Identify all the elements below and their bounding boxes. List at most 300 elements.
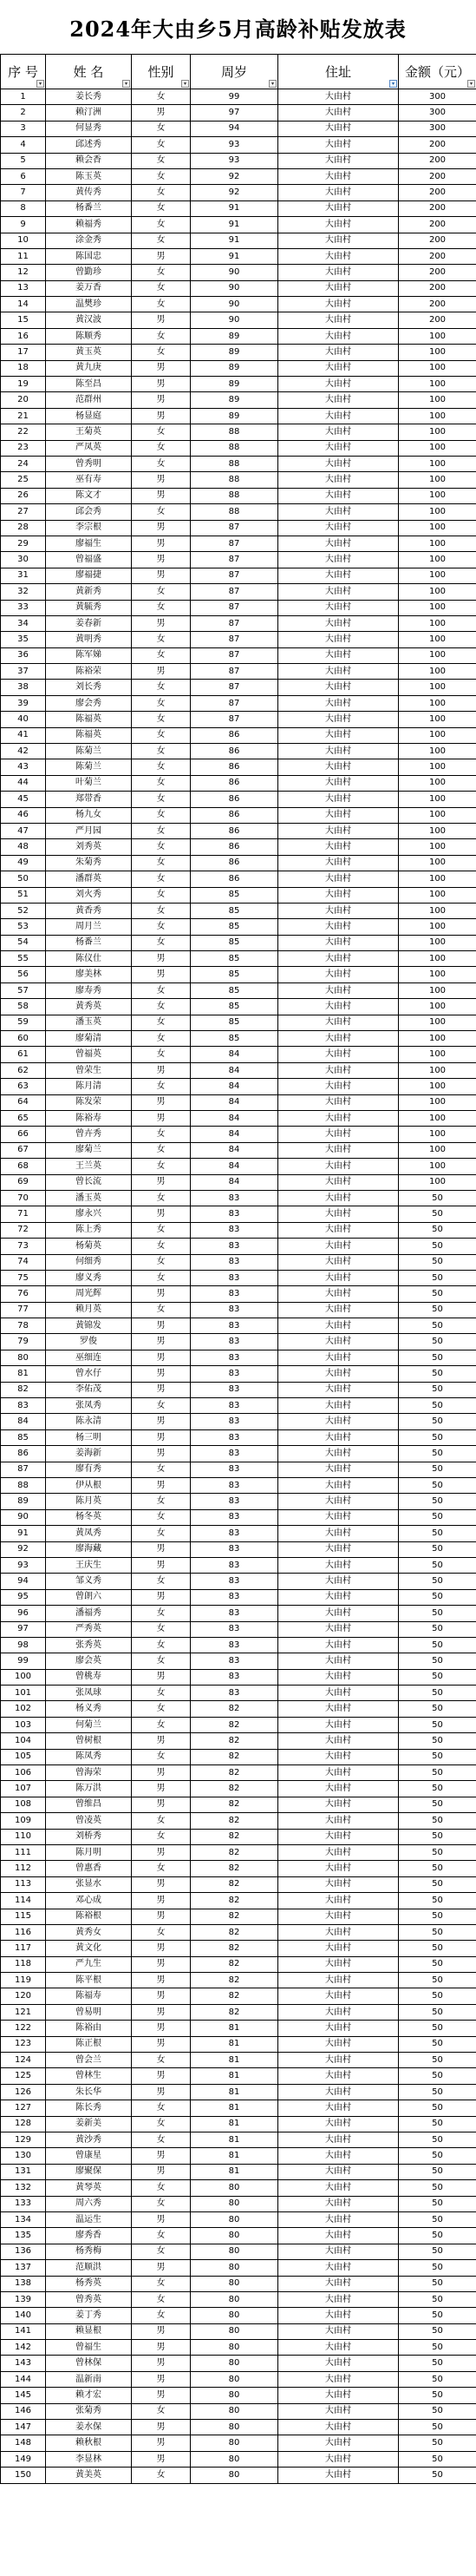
cell-name: 周六秀 xyxy=(46,2196,132,2211)
cell-age: 83 xyxy=(191,1446,278,1462)
filter-active-icon[interactable]: ▾ xyxy=(389,80,397,88)
table-row xyxy=(1,2371,476,2387)
cell-address: 大由村 xyxy=(278,1541,399,1557)
table-row xyxy=(1,1334,476,1350)
cell-name: 廖义秀 xyxy=(46,1270,132,1285)
cell-number: 72 xyxy=(1,1222,46,1238)
cell-gender: 男 xyxy=(132,1733,191,1749)
cell-amount: 100 xyxy=(399,1047,476,1062)
cell-gender: 女 xyxy=(132,504,191,520)
cell-amount: 100 xyxy=(399,982,476,998)
filter-dropdown-icon[interactable]: ▾ xyxy=(36,80,44,88)
cell-address: 大由村 xyxy=(278,2323,399,2339)
cell-address: 大由村 xyxy=(278,1557,399,1573)
cell-gender: 男 xyxy=(132,2388,191,2403)
cell-gender: 男 xyxy=(132,1541,191,1557)
cell-number: 116 xyxy=(1,1924,46,1940)
table-row xyxy=(1,1350,476,1365)
cell-amount: 300 xyxy=(399,105,476,121)
cell-age: 84 xyxy=(191,1142,278,1158)
cell-name: 廖菊清 xyxy=(46,1031,132,1047)
cell-name: 李佑茂 xyxy=(46,1382,132,1397)
table-row xyxy=(1,2451,476,2467)
cell-number: 119 xyxy=(1,1973,46,1988)
cell-number: 132 xyxy=(1,2180,46,2196)
table-row xyxy=(1,1494,476,1509)
cell-number: 118 xyxy=(1,1956,46,1972)
cell-name: 曾会兰 xyxy=(46,2053,132,2068)
cell-age: 85 xyxy=(191,903,278,918)
cell-number: 10 xyxy=(1,233,46,248)
cell-gender: 女 xyxy=(132,2116,191,2132)
cell-amount: 50 xyxy=(399,1366,476,1382)
cell-address: 大由村 xyxy=(278,2276,399,2291)
cell-address: 大由村 xyxy=(278,1318,399,1334)
cell-address: 大由村 xyxy=(278,1302,399,1318)
table-row xyxy=(1,2260,476,2276)
cell-age: 80 xyxy=(191,2211,278,2227)
cell-amount: 100 xyxy=(399,807,476,823)
table-row xyxy=(1,1222,476,1238)
cell-gender: 男 xyxy=(132,552,191,568)
cell-name: 巫细连 xyxy=(46,1350,132,1365)
table-row xyxy=(1,647,476,663)
cell-number: 81 xyxy=(1,1366,46,1382)
table-row xyxy=(1,265,476,280)
cell-age: 80 xyxy=(191,2323,278,2339)
cell-gender: 女 xyxy=(132,328,191,344)
cell-number: 101 xyxy=(1,1686,46,1701)
cell-name: 姜万香 xyxy=(46,280,132,296)
cell-number: 1 xyxy=(1,89,46,105)
cell-gender: 女 xyxy=(132,871,191,887)
cell-amount: 100 xyxy=(399,377,476,392)
cell-amount: 100 xyxy=(399,424,476,440)
table-row xyxy=(1,695,476,711)
filter-dropdown-icon[interactable]: ▾ xyxy=(122,80,130,88)
cell-number: 16 xyxy=(1,328,46,344)
cell-age: 83 xyxy=(191,1190,278,1206)
filter-dropdown-icon[interactable]: ▾ xyxy=(269,80,277,88)
cell-age: 83 xyxy=(191,1509,278,1525)
cell-name: 杨秀梅 xyxy=(46,2244,132,2259)
cell-age: 83 xyxy=(191,1477,278,1493)
cell-amount: 50 xyxy=(399,2308,476,2323)
cell-age: 85 xyxy=(191,1015,278,1030)
cell-number: 38 xyxy=(1,680,46,695)
cell-number: 145 xyxy=(1,2388,46,2403)
cell-gender: 男 xyxy=(132,2164,191,2179)
cell-name: 伊从根 xyxy=(46,1477,132,1493)
cell-age: 88 xyxy=(191,440,278,456)
table-row xyxy=(1,233,476,248)
cell-age: 85 xyxy=(191,951,278,967)
cell-address: 大由村 xyxy=(278,1015,399,1030)
cell-age: 93 xyxy=(191,137,278,153)
cell-address: 大由村 xyxy=(278,632,399,647)
cell-name: 曾卉秀 xyxy=(46,1127,132,1142)
cell-name: 王菊英 xyxy=(46,424,132,440)
cell-age: 82 xyxy=(191,1941,278,1956)
table-row xyxy=(1,2116,476,2132)
table-row xyxy=(1,1797,476,1812)
cell-number: 63 xyxy=(1,1079,46,1094)
cell-address: 大由村 xyxy=(278,504,399,520)
table-row xyxy=(1,903,476,918)
table-row xyxy=(1,2228,476,2244)
cell-address: 大由村 xyxy=(278,200,399,216)
table-row xyxy=(1,999,476,1015)
cell-number: 90 xyxy=(1,1509,46,1525)
cell-amount: 100 xyxy=(399,712,476,727)
cell-name: 赖汀洲 xyxy=(46,105,132,121)
cell-number: 147 xyxy=(1,2420,46,2435)
cell-address: 大由村 xyxy=(278,1270,399,1285)
cell-address: 大由村 xyxy=(278,328,399,344)
cell-amount: 50 xyxy=(399,2084,476,2100)
cell-amount: 100 xyxy=(399,408,476,424)
cell-amount: 50 xyxy=(399,2100,476,2116)
cell-amount: 100 xyxy=(399,360,476,376)
table-row xyxy=(1,1733,476,1749)
cell-number: 125 xyxy=(1,2068,46,2084)
cell-age: 80 xyxy=(191,2468,278,2483)
cell-name: 曾福盛 xyxy=(46,552,132,568)
cell-address: 大由村 xyxy=(278,345,399,360)
cell-address: 大由村 xyxy=(278,1190,399,1206)
cell-number: 150 xyxy=(1,2468,46,2483)
table-row xyxy=(1,1094,476,1110)
cell-age: 89 xyxy=(191,392,278,408)
cell-name: 姜长秀 xyxy=(46,89,132,105)
cell-number: 143 xyxy=(1,2356,46,2371)
table-row xyxy=(1,1589,476,1605)
cell-gender: 男 xyxy=(132,1286,191,1302)
cell-number: 120 xyxy=(1,1988,46,2004)
cell-amount: 300 xyxy=(399,121,476,136)
table-row xyxy=(1,2435,476,2451)
cell-age: 90 xyxy=(191,280,278,296)
cell-number: 124 xyxy=(1,2053,46,2068)
cell-name: 黄沙秀 xyxy=(46,2132,132,2148)
cell-amount: 50 xyxy=(399,2148,476,2164)
cell-age: 83 xyxy=(191,1270,278,1285)
cell-address: 大由村 xyxy=(278,807,399,823)
cell-name: 赖福秀 xyxy=(46,217,132,233)
cell-name: 陈月英 xyxy=(46,1494,132,1509)
cell-address: 大由村 xyxy=(278,982,399,998)
cell-address: 大由村 xyxy=(278,2004,399,2020)
cell-name: 曾福生 xyxy=(46,2340,132,2356)
table-row xyxy=(1,792,476,807)
cell-gender: 女 xyxy=(132,1861,191,1876)
cell-gender: 女 xyxy=(132,695,191,711)
cell-gender: 男 xyxy=(132,664,191,680)
cell-gender: 男 xyxy=(132,408,191,424)
cell-age: 84 xyxy=(191,1127,278,1142)
cell-amount: 100 xyxy=(399,951,476,967)
table-row xyxy=(1,408,476,424)
cell-age: 80 xyxy=(191,2308,278,2323)
cell-age: 80 xyxy=(191,2196,278,2211)
cell-age: 80 xyxy=(191,2388,278,2403)
cell-gender: 男 xyxy=(132,536,191,551)
cell-address: 大由村 xyxy=(278,217,399,233)
table-row xyxy=(1,680,476,695)
cell-name: 廖福生 xyxy=(46,536,132,551)
cell-age: 81 xyxy=(191,2132,278,2148)
cell-gender: 男 xyxy=(132,1366,191,1382)
table-row xyxy=(1,2211,476,2227)
cell-gender: 男 xyxy=(132,1956,191,1972)
cell-address: 大由村 xyxy=(278,1924,399,1940)
table-row xyxy=(1,1477,476,1493)
cell-address: 大由村 xyxy=(278,600,399,615)
cell-age: 88 xyxy=(191,424,278,440)
cell-amount: 50 xyxy=(399,2053,476,2068)
cell-amount: 100 xyxy=(399,871,476,887)
cell-amount: 50 xyxy=(399,1239,476,1254)
table-row xyxy=(1,1079,476,1094)
cell-name: 陈长秀 xyxy=(46,2100,132,2116)
cell-gender: 男 xyxy=(132,1446,191,1462)
table-row xyxy=(1,424,476,440)
cell-amount: 100 xyxy=(399,680,476,695)
cell-amount: 50 xyxy=(399,1414,476,1429)
cell-age: 83 xyxy=(191,1286,278,1302)
cell-name: 黄美英 xyxy=(46,2468,132,2483)
table-row xyxy=(1,982,476,998)
cell-address: 大由村 xyxy=(278,680,399,695)
table-row xyxy=(1,185,476,200)
cell-amount: 50 xyxy=(399,1382,476,1397)
table-row xyxy=(1,1717,476,1732)
table-row xyxy=(1,1988,476,2004)
cell-address: 大由村 xyxy=(278,1669,399,1685)
cell-number: 122 xyxy=(1,2021,46,2036)
cell-address: 大由村 xyxy=(278,2451,399,2467)
cell-number: 55 xyxy=(1,951,46,967)
cell-number: 9 xyxy=(1,217,46,233)
cell-number: 6 xyxy=(1,168,46,184)
cell-address: 大由村 xyxy=(278,1477,399,1493)
cell-age: 82 xyxy=(191,1924,278,1940)
cell-amount: 50 xyxy=(399,1350,476,1365)
cell-age: 83 xyxy=(191,1637,278,1653)
cell-amount: 100 xyxy=(399,328,476,344)
cell-name: 陈国忠 xyxy=(46,248,132,264)
cell-amount: 100 xyxy=(399,935,476,950)
cell-number: 84 xyxy=(1,1414,46,1429)
cell-amount: 100 xyxy=(399,488,476,503)
cell-number: 121 xyxy=(1,2004,46,2020)
cell-amount: 50 xyxy=(399,1206,476,1222)
cell-number: 28 xyxy=(1,520,46,536)
column-header-age: 周岁 ▾ xyxy=(191,55,278,89)
cell-age: 83 xyxy=(191,1414,278,1429)
cell-address: 大由村 xyxy=(278,967,399,982)
cell-gender: 女 xyxy=(132,2053,191,2068)
cell-address: 大由村 xyxy=(278,1079,399,1094)
cell-address: 大由村 xyxy=(278,520,399,536)
cell-gender: 女 xyxy=(132,2276,191,2291)
cell-amount: 50 xyxy=(399,2356,476,2371)
cell-name: 黄九庚 xyxy=(46,360,132,376)
cell-gender: 男 xyxy=(132,1062,191,1078)
cell-address: 大由村 xyxy=(278,1686,399,1701)
cell-age: 93 xyxy=(191,153,278,168)
cell-age: 82 xyxy=(191,1797,278,1812)
cell-gender: 男 xyxy=(132,1844,191,1860)
cell-address: 大由村 xyxy=(278,1956,399,1972)
cell-name: 陈万洪 xyxy=(46,1781,132,1797)
table-row xyxy=(1,951,476,967)
cell-name: 王兰英 xyxy=(46,1159,132,1174)
cell-name: 赖会香 xyxy=(46,153,132,168)
filter-dropdown-icon[interactable]: ▾ xyxy=(467,80,475,88)
cell-amount: 100 xyxy=(399,552,476,568)
cell-gender: 男 xyxy=(132,2004,191,2020)
cell-gender: 女 xyxy=(132,1239,191,1254)
cell-name: 邹义秀 xyxy=(46,1574,132,1589)
cell-number: 106 xyxy=(1,1765,46,1781)
table-row xyxy=(1,2004,476,2020)
cell-gender: 女 xyxy=(132,1749,191,1764)
cell-number: 92 xyxy=(1,1541,46,1557)
cell-amount: 100 xyxy=(399,744,476,759)
cell-amount: 200 xyxy=(399,217,476,233)
table-row xyxy=(1,1127,476,1142)
cell-number: 107 xyxy=(1,1781,46,1797)
cell-age: 99 xyxy=(191,89,278,105)
cell-age: 86 xyxy=(191,855,278,871)
cell-amount: 100 xyxy=(399,727,476,743)
cell-age: 84 xyxy=(191,1079,278,1094)
cell-number: 83 xyxy=(1,1398,46,1414)
cell-age: 83 xyxy=(191,1334,278,1350)
cell-amount: 100 xyxy=(399,664,476,680)
cell-gender: 男 xyxy=(132,2148,191,2164)
cell-age: 82 xyxy=(191,1861,278,1876)
cell-name: 曾荣生 xyxy=(46,1062,132,1078)
cell-gender: 女 xyxy=(132,1127,191,1142)
cell-age: 87 xyxy=(191,615,278,631)
cell-number: 127 xyxy=(1,2100,46,2116)
cell-number: 140 xyxy=(1,2308,46,2323)
cell-gender: 男 xyxy=(132,1111,191,1127)
cell-gender: 女 xyxy=(132,2468,191,2483)
cell-gender: 女 xyxy=(132,185,191,200)
cell-name: 陈裕由 xyxy=(46,2021,132,2036)
table-row xyxy=(1,280,476,296)
cell-number: 24 xyxy=(1,456,46,471)
cell-age: 87 xyxy=(191,584,278,600)
cell-number: 23 xyxy=(1,440,46,456)
cell-amount: 200 xyxy=(399,265,476,280)
cell-name: 朱菊秀 xyxy=(46,855,132,871)
cell-amount: 50 xyxy=(399,2260,476,2276)
cell-address: 大由村 xyxy=(278,1239,399,1254)
cell-age: 80 xyxy=(191,2356,278,2371)
table-row xyxy=(1,2021,476,2036)
filter-dropdown-icon[interactable]: ▾ xyxy=(181,80,189,88)
cell-age: 83 xyxy=(191,1653,278,1669)
cell-gender: 女 xyxy=(132,297,191,312)
cell-amount: 200 xyxy=(399,137,476,153)
cell-age: 80 xyxy=(191,2180,278,2196)
cell-address: 大由村 xyxy=(278,488,399,503)
cell-amount: 200 xyxy=(399,280,476,296)
table-row xyxy=(1,105,476,121)
cell-number: 67 xyxy=(1,1142,46,1158)
cell-gender: 女 xyxy=(132,1142,191,1158)
cell-age: 84 xyxy=(191,1159,278,1174)
table-row xyxy=(1,536,476,551)
cell-gender: 男 xyxy=(132,520,191,536)
cell-gender: 男 xyxy=(132,1589,191,1605)
cell-amount: 100 xyxy=(399,919,476,935)
table-row xyxy=(1,1526,476,1541)
cell-gender: 女 xyxy=(132,345,191,360)
cell-gender: 女 xyxy=(132,1701,191,1717)
cell-amount: 100 xyxy=(399,695,476,711)
cell-gender: 男 xyxy=(132,2356,191,2371)
cell-number: 19 xyxy=(1,377,46,392)
cell-number: 50 xyxy=(1,871,46,887)
cell-number: 42 xyxy=(1,744,46,759)
cell-number: 31 xyxy=(1,568,46,583)
cell-address: 大由村 xyxy=(278,2084,399,2100)
cell-name: 叶菊兰 xyxy=(46,775,132,791)
cell-address: 大由村 xyxy=(278,121,399,136)
cell-number: 7 xyxy=(1,185,46,200)
cell-number: 80 xyxy=(1,1350,46,1365)
cell-address: 大由村 xyxy=(278,1813,399,1829)
cell-address: 大由村 xyxy=(278,1350,399,1365)
cell-name: 刘火秀 xyxy=(46,887,132,903)
cell-amount: 50 xyxy=(399,1765,476,1781)
cell-amount: 50 xyxy=(399,1462,476,1477)
cell-address: 大由村 xyxy=(278,408,399,424)
column-header-address: 住址 ▾ xyxy=(278,55,399,89)
cell-address: 大由村 xyxy=(278,1286,399,1302)
cell-number: 64 xyxy=(1,1094,46,1110)
cell-gender: 男 xyxy=(132,1557,191,1573)
table-row xyxy=(1,1956,476,1972)
cell-amount: 100 xyxy=(399,792,476,807)
cell-amount: 50 xyxy=(399,1589,476,1605)
cell-amount: 50 xyxy=(399,1861,476,1876)
cell-number: 136 xyxy=(1,2244,46,2259)
cell-amount: 50 xyxy=(399,1318,476,1334)
cell-name: 曾长流 xyxy=(46,1174,132,1190)
table-row xyxy=(1,632,476,647)
cell-address: 大由村 xyxy=(278,440,399,456)
cell-name: 张秀英 xyxy=(46,1637,132,1653)
cell-amount: 50 xyxy=(399,2196,476,2211)
cell-address: 大由村 xyxy=(278,727,399,743)
cell-name: 陈文才 xyxy=(46,488,132,503)
cell-address: 大由村 xyxy=(278,1142,399,1158)
cell-age: 82 xyxy=(191,1844,278,1860)
cell-address: 大由村 xyxy=(278,1254,399,1270)
cell-number: 123 xyxy=(1,2036,46,2052)
table-row xyxy=(1,1190,476,1206)
table-row xyxy=(1,504,476,520)
cell-gender: 男 xyxy=(132,1174,191,1190)
cell-amount: 100 xyxy=(399,504,476,520)
table-row xyxy=(1,520,476,536)
